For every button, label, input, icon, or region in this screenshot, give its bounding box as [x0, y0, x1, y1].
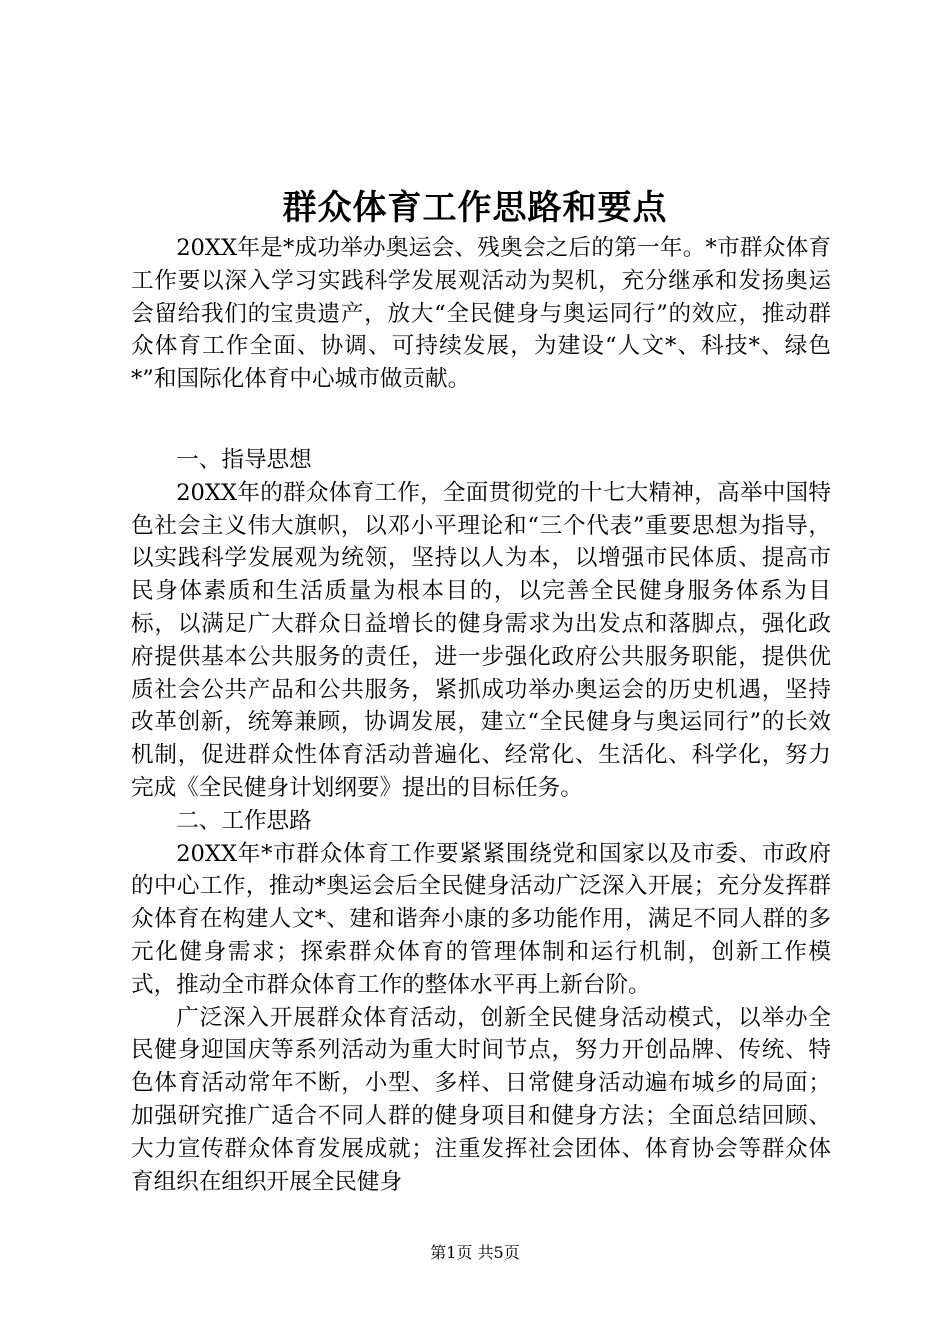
page-footer: 第1页 共5页 — [430, 1243, 520, 1262]
section2-paragraph-2: 广泛深入开展群众体育活动，创新全民健身活动模式，以举办全民健身迎国庆等系列活动为重大时间节点，努力开创品牌、传统、特色体育活动常年不断，小型、多样、日常健身活动遍布城乡的局面；加强研究推广适合不同人群的健身项目和健身方法；全面总结回顾、大力宣传群众体育发展成就；注重发挥社会团体、体育协会等群众体育组织在组织开展全民健身 — [131, 1004, 831, 1195]
paragraph-gap — [131, 396, 831, 444]
document-title: 群众体育工作思路和要点 — [282, 188, 668, 228]
section2-paragraph-1: 20XX年*市群众体育工作要紧紧围绕党和国家以及市委、市政府的中心工作，推动*奥运会后全民健身活动广泛深入开展；充分发挥群众体育在构建人文*、建和谐奔小康的多功能作用，满足不同人群的多元化健身需求；探索群众体育的管理体制和运行机制，创新工作模式，推动全市群众体育工作的整体水平再上新台阶。 — [131, 840, 831, 998]
intro-paragraph: 20XX年是*成功举办奥运会、残奥会之后的第一年。*市群众体育工作要以深入学习实践科学发展观活动为契机，充分继承和发扬奥运会留给我们的宝贵遗产，放大“全民健身与奥运同行”的效应，推动群众体育工作全面、协调、可持续发展，为建设“人文*、科技*、绿色*”和国际化体育中心城市做贡献。 — [131, 235, 831, 393]
section-heading-guiding-ideology: 一、指导思想 — [176, 446, 312, 473]
section1-paragraph: 20XX年的群众体育工作，全面贯彻党的十七大精神，高举中国特色社会主义伟大旗帜，以邓小平理论和“三个代表”重要思想为指导，以实践科学发展观为统领，坚持以人为本，以增强市民体质、提高市民身体素质和生活质量为根本目的，以完善全民健身服务体系为目标，以满足广大群众日益增长的健身需求为出发点和落脚点，强化政府提供基本公共服务的责任，进一步强化政府公共服务职能，提供优质社会公共产品和公共服务，紧抓成功举办奥运会的历史机遇，坚持改革创新，统筹兼顾，协调发展，建立“全民健身与奥运同行”的长效机制，促进群众性体育活动普遍化、经常化、生活化、科学化，努力完成《全民健身计划纲要》提出的目标任务。 — [131, 479, 831, 801]
section-heading-work-ideas: 二、工作思路 — [176, 807, 312, 834]
document-body — [131, 232, 831, 1198]
